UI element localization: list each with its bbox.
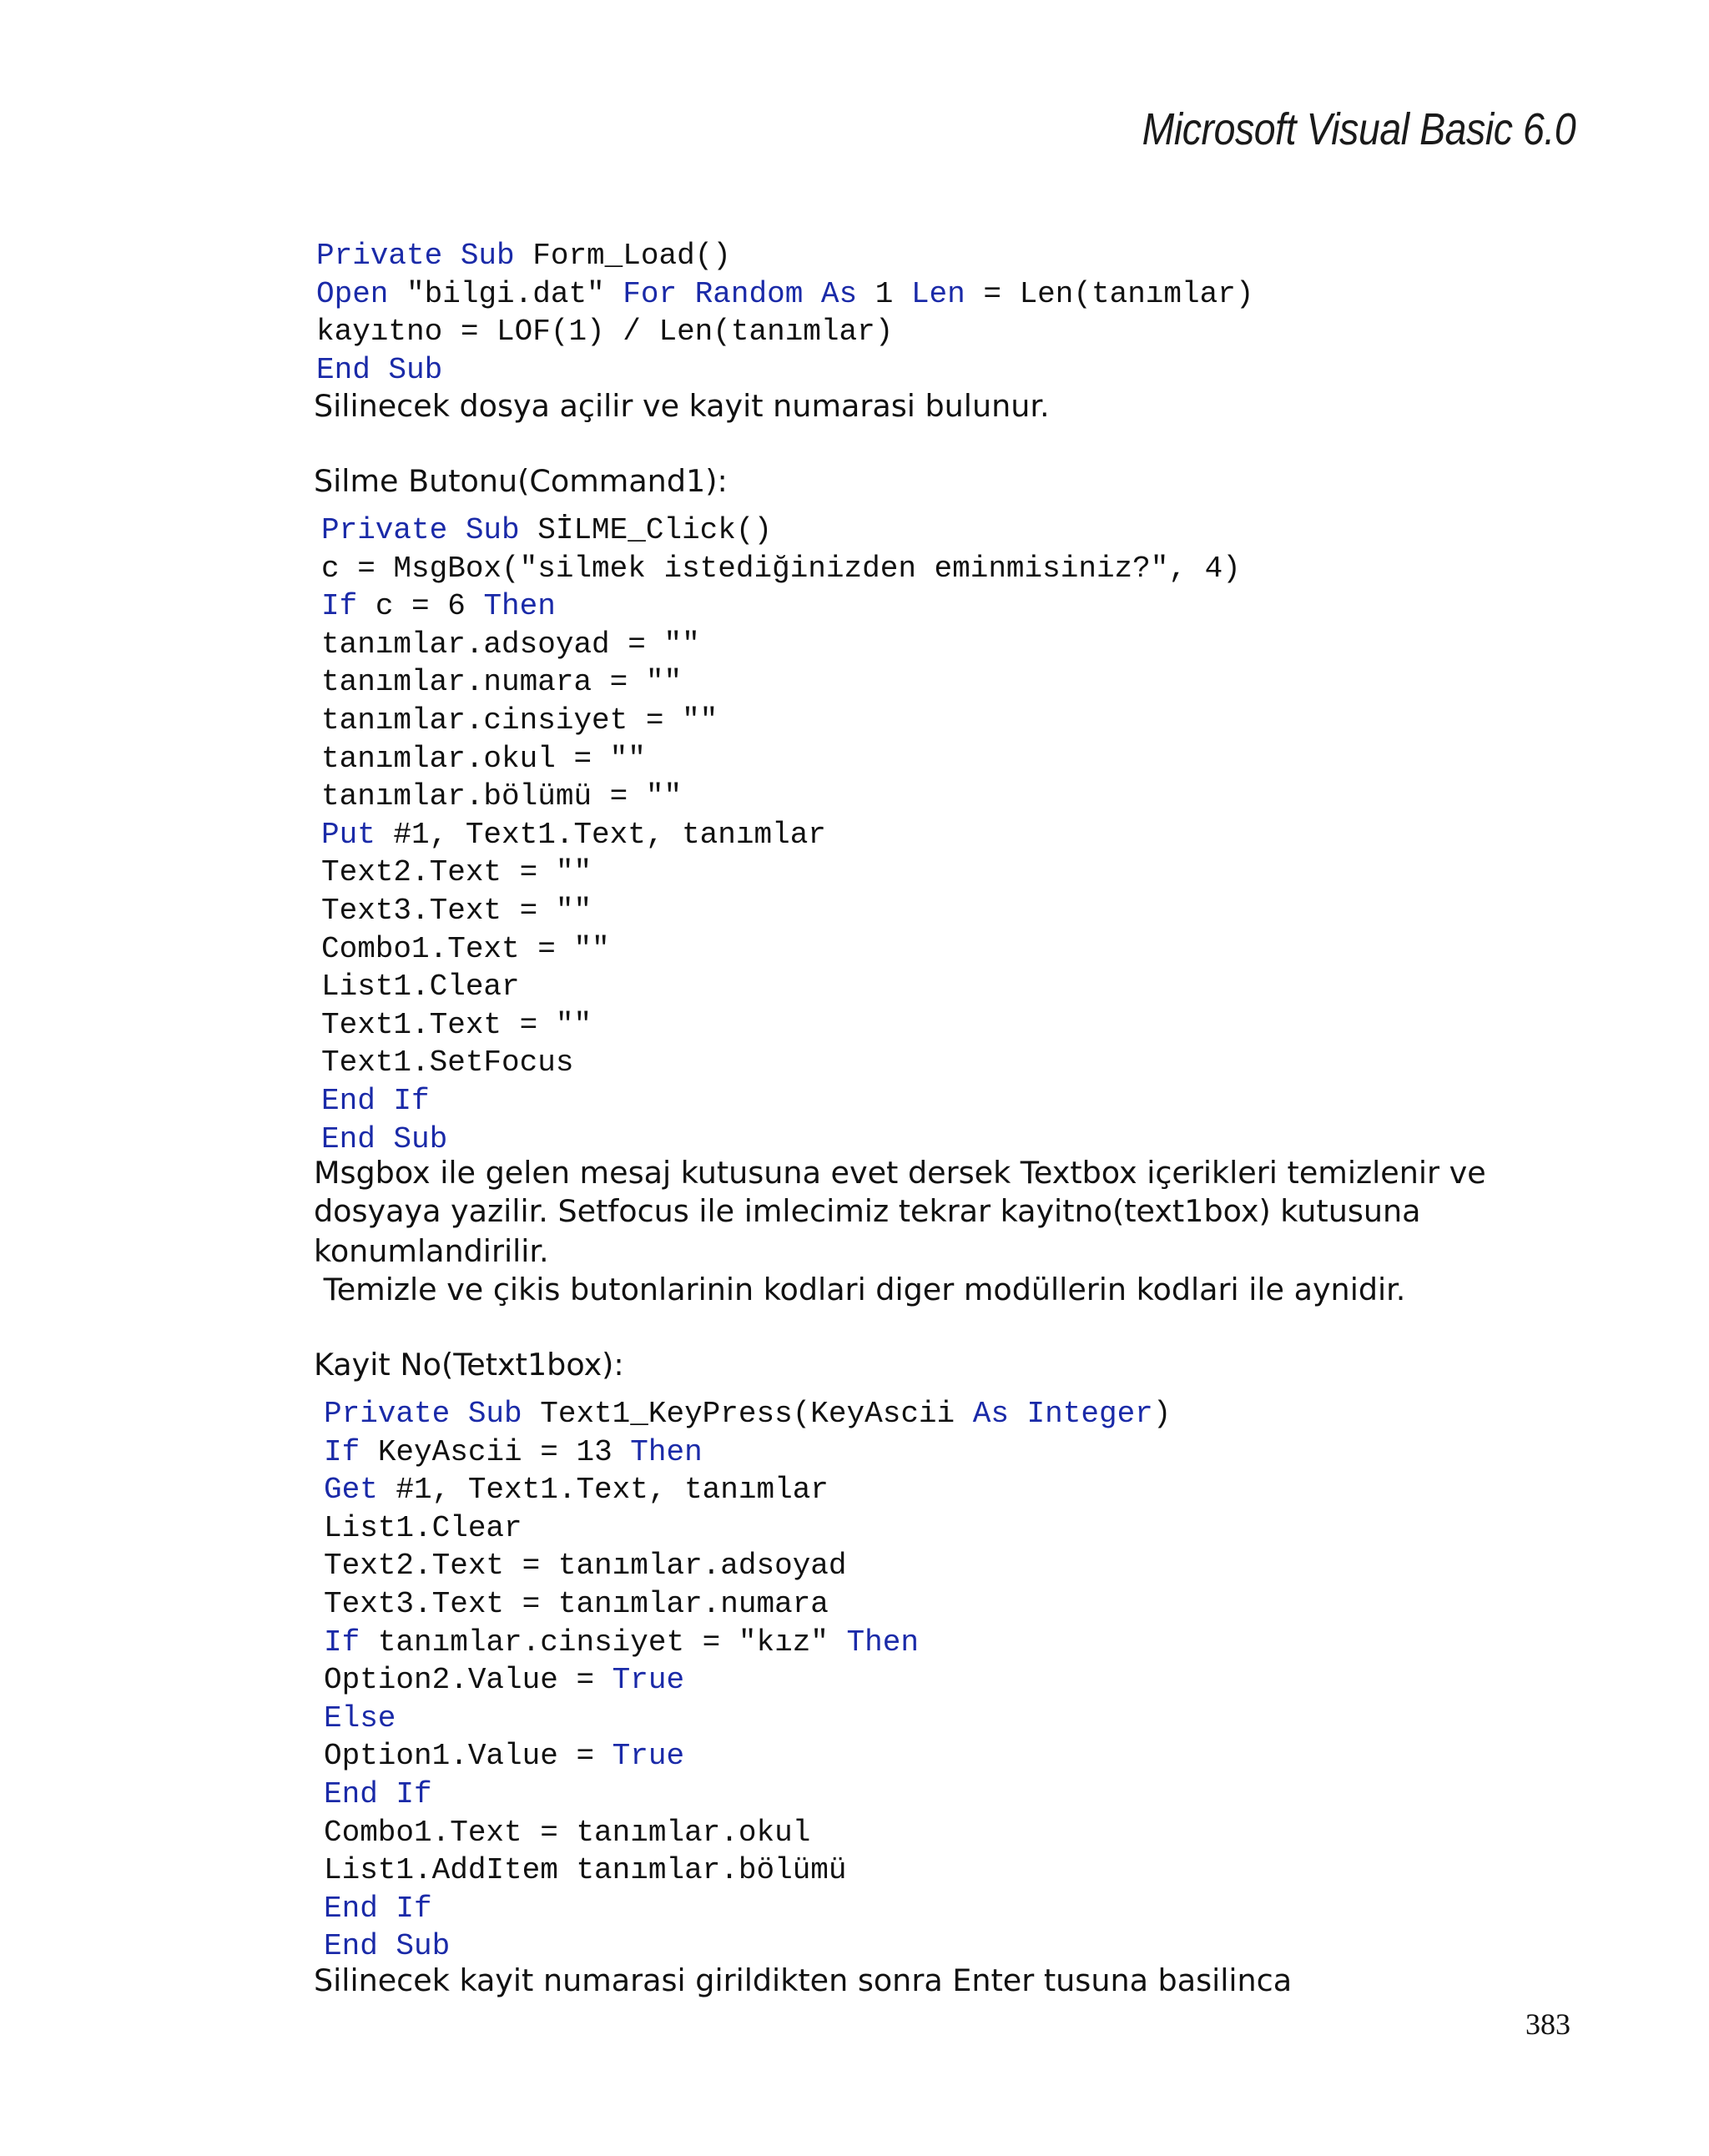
heading-kayit-no: Kayit No(Tetxt1box): [314,1347,624,1383]
code-keyword: Then [630,1434,703,1469]
code-text: SİLME_Click() [519,513,773,547]
code-text: Option1.Value = [324,1739,613,1774]
code-keyword: Open [316,276,389,311]
code-text: List1.Clear [321,970,520,1005]
code-keyword: End Sub [316,352,443,387]
code-text: tanımlar.numara = "" [321,665,683,700]
code-line [321,778,1241,816]
code-block-form-load [316,237,1253,389]
code-keyword: End If [324,1891,432,1926]
code-keyword: For Random As [623,276,858,311]
paragraph-msgbox-desc-2: dosyaya yazilir. Setfocus ile imlecimiz tekrar kayitno(text1box) kutusuna [314,1193,1421,1229]
code-line [321,816,1241,854]
code-text: Text2.Text = tanımlar.adsoyad [324,1549,847,1584]
code-text: Text1.SetFocus [321,1045,574,1081]
code-keyword: Private Sub [321,513,520,547]
code-keyword: Then [483,589,556,624]
code-keyword: End Sub [324,1929,451,1964]
code-keyword: Else [324,1700,396,1735]
code-text: c = 6 [357,589,484,624]
code-line [321,626,1241,664]
code-text: tanımlar.cinsiyet = "" [321,703,718,738]
code-keyword: If [324,1625,360,1660]
code-line [324,1547,1171,1585]
code-line [321,663,1241,702]
code-keyword: Len [910,276,965,311]
code-keyword: End If [324,1776,432,1811]
code-keyword: Get [324,1473,378,1508]
code-text: "bilgi.dat" [388,276,623,311]
code-keyword: Private Sub [324,1397,522,1431]
code-text: Combo1.Text = tanımlar.okul [324,1815,811,1850]
code-keyword: If [321,589,358,624]
code-text: kayıtno = LOF(1) / Len(tanımlar) [316,315,894,350]
paragraph-form-load-desc: Silinecek dosya açilir ve kayit numarasi bulunur. [314,388,1050,424]
code-line [324,1661,1171,1700]
code-line [324,1509,1171,1548]
paragraph-msgbox-desc-1: Msgbox ile gelen mesaj kutusuna evet dersek Textbox içerikleri temizlenir ve [314,1155,1486,1191]
code-text: KeyAscii = 13 [360,1434,631,1469]
code-line [321,892,1241,930]
code-text: Combo1.Text = "" [321,931,610,966]
code-text: tanımlar.cinsiyet = "kız" [360,1625,847,1660]
code-line [321,1044,1241,1082]
code-text: tanımlar.okul = "" [321,741,646,776]
code-keyword: Put [321,817,376,852]
code-keyword: Then [846,1625,919,1660]
code-text: ) [1152,1397,1172,1431]
code-text: Text2.Text = "" [321,855,592,890]
code-block-silme-click [321,511,1241,1158]
code-line [324,1624,1171,1662]
code-line [316,313,1253,351]
code-text: Text3.Text = tanımlar.numara [324,1586,829,1621]
code-text: List1.Clear [324,1510,522,1545]
code-text: 1 [857,276,911,311]
code-line [321,968,1241,1006]
paragraph-enter-desc: Silinecek kayit numarasi girildikten sonra Enter tusuna basilinca [314,1962,1293,1998]
code-line [321,1082,1241,1121]
code-text: Option2.Value = [324,1663,613,1698]
running-header: Microsoft Visual Basic 6.0 [1142,104,1575,154]
code-line [321,930,1241,969]
code-text: #1, Text1.Text, tanımlar [375,817,826,852]
paragraph-msgbox-desc-3: konumlandirilir. [314,1233,549,1269]
code-line [321,854,1241,892]
code-line [324,1737,1171,1776]
code-keyword: If [324,1434,360,1469]
code-keyword: True [612,1739,685,1774]
code-line [324,1700,1171,1738]
code-text: #1, Text1.Text, tanımlar [377,1473,829,1508]
page-number: 383 [1525,2007,1570,2041]
code-keyword: End If [321,1083,430,1118]
code-keyword: As Integer [972,1397,1153,1431]
code-text: tanımlar.bölümü = "" [321,779,683,814]
heading-silme-button: Silme Butonu(Command1): [314,463,728,499]
paragraph-temizle-desc: Temizle ve çikis butonlarinin kodlari diger modüllerin kodlari ile aynidir. [314,1272,1406,1307]
code-keyword: Private Sub [316,239,515,273]
code-text: Text1_KeyPress(KeyAscii [522,1397,973,1431]
code-text: List1.AddItem tanımlar.bölümü [324,1853,847,1888]
code-text: tanımlar.adsoyad = "" [321,627,700,662]
code-line [324,1585,1171,1624]
code-line [321,511,1241,550]
code-line [321,1006,1241,1045]
code-line [316,275,1253,314]
code-line [321,702,1241,740]
code-line [316,237,1253,275]
code-line [324,1471,1171,1509]
code-line [324,1433,1171,1472]
code-line [324,1395,1171,1433]
code-line [316,351,1253,390]
code-keyword: True [612,1663,685,1698]
code-line [321,587,1241,626]
code-line [321,740,1241,778]
code-line [324,1814,1171,1852]
code-line [321,550,1241,588]
code-line [324,1776,1171,1814]
code-line [324,1851,1171,1890]
code-line [324,1890,1171,1928]
code-text: Text1.Text = "" [321,1007,592,1042]
code-keyword: End Sub [321,1121,448,1156]
code-text: Text3.Text = "" [321,893,592,928]
code-block-keypress [324,1395,1171,1966]
code-text: = Len(tanımlar) [965,276,1254,311]
code-text: Form_Load() [514,239,731,273]
code-text: c = MsgBox("silmek istediğinizden eminmisiniz?", 4) [321,551,1241,586]
